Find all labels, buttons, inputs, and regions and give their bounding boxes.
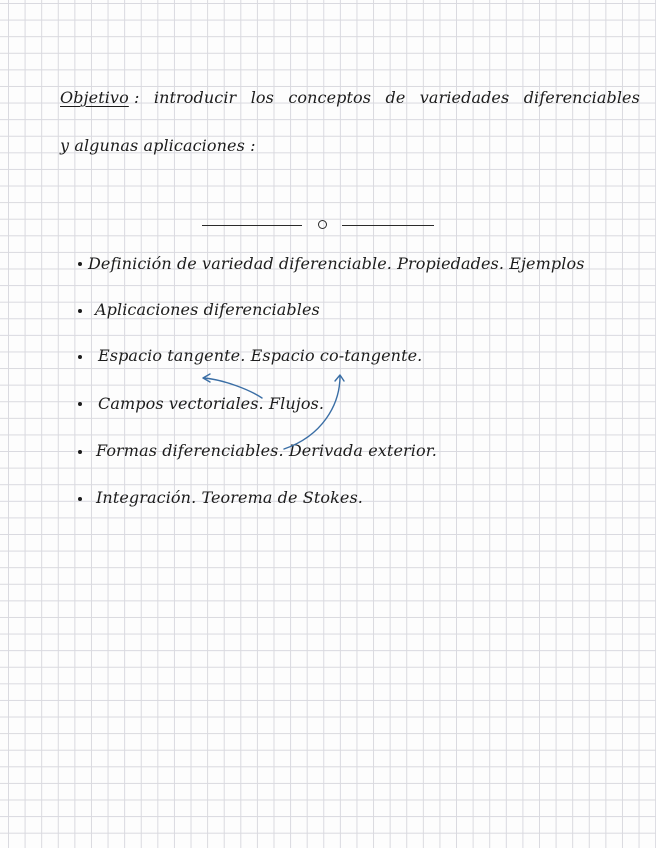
bullet-icon (78, 497, 82, 501)
arrowhead-icon (335, 375, 344, 381)
bullet-icon (78, 355, 82, 359)
objective-word: diferenciables (523, 88, 640, 107)
bullet-icon (78, 262, 82, 266)
divider-circle (318, 220, 327, 229)
objective-word: conceptos (288, 88, 372, 107)
topic-item: Integración. Teorema de Stokes. (96, 488, 363, 507)
objective-word: introducir (153, 88, 237, 107)
topic-item: Formas diferenciables. Derivada exterior. (96, 441, 437, 460)
objective-word: los (250, 88, 274, 107)
objective-label-group (60, 88, 140, 107)
objective-separator: : (134, 88, 140, 107)
bullet-icon (78, 402, 82, 406)
topic-item: Definición de variedad diferenciable. Propiedades. Ejemplos (88, 254, 585, 273)
arrowhead-icon (203, 374, 210, 382)
objective-line-2: y algunas aplicaciones : (60, 136, 256, 155)
objective-word: de (385, 88, 406, 107)
topic-item: Aplicaciones diferenciables (95, 300, 320, 319)
topic-item: Campos vectoriales. Flujos. (98, 394, 325, 413)
bullet-icon (78, 309, 82, 313)
objective-word: variedades (419, 88, 510, 107)
objective-label: Objetivo (60, 88, 129, 107)
divider-right-line (342, 225, 434, 226)
bullet-icon (78, 450, 82, 454)
topic-item: Espacio tangente. Espacio co-tangente. (98, 346, 423, 365)
objective-line-1 (60, 88, 640, 107)
divider-left-line (202, 225, 302, 226)
